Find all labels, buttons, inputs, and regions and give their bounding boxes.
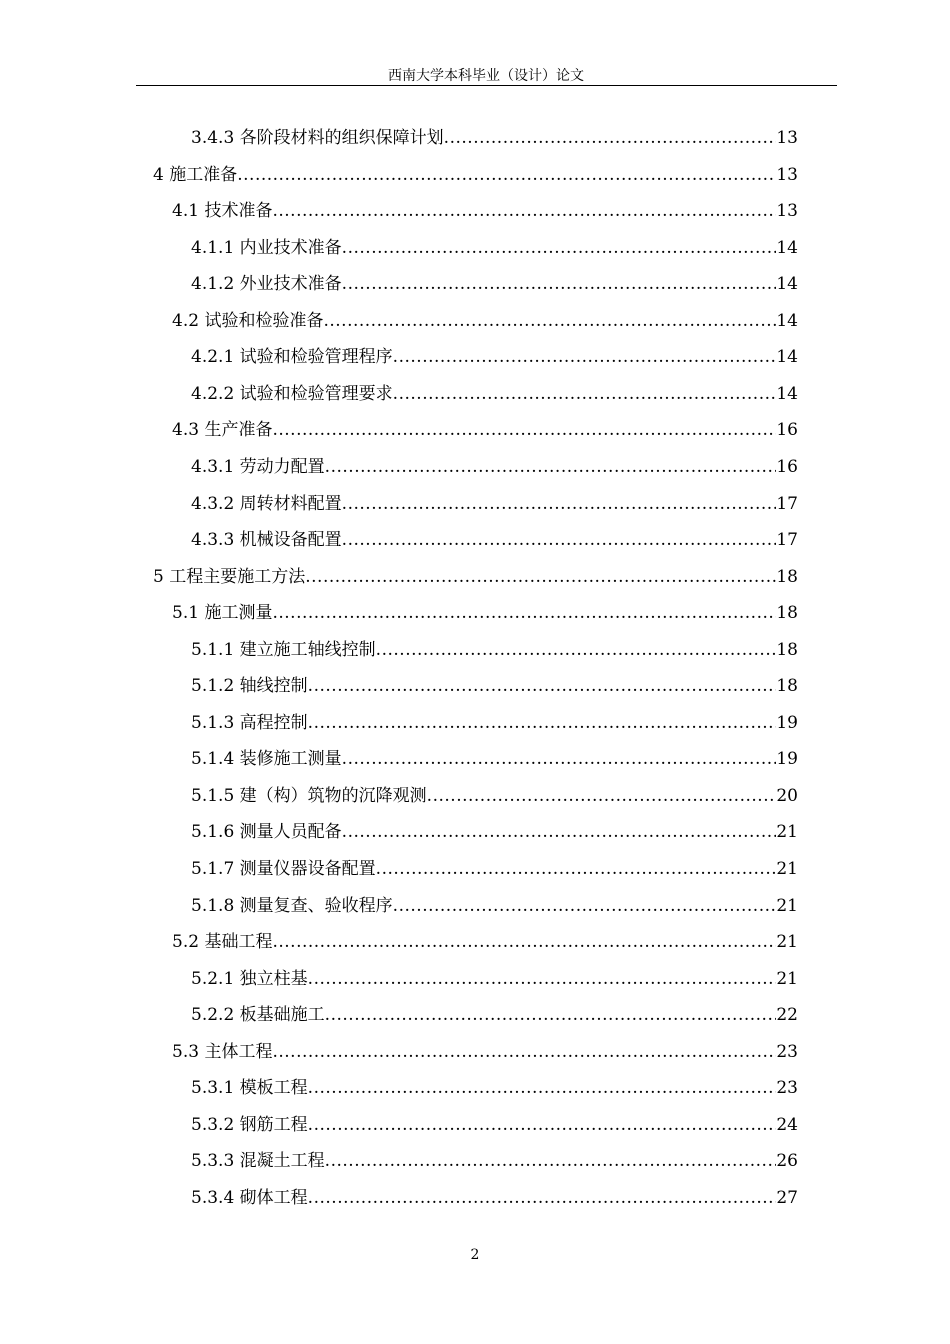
toc-entry[interactable]	[191, 632, 798, 668]
toc-entry-title: 5.2 基础工程	[172, 932, 273, 953]
toc-entry-title: 5.1.1 建立施工轴线控制	[191, 639, 376, 660]
toc-entry-page: 18	[776, 639, 798, 660]
toc-entry[interactable]	[172, 595, 798, 631]
toc-entry[interactable]	[191, 339, 798, 375]
toc-entry-title: 5.3.1 模板工程	[191, 1078, 308, 1099]
header-rule	[136, 85, 837, 86]
toc-entry-page: 19	[776, 712, 798, 733]
toc-entry[interactable]	[191, 1143, 798, 1179]
toc-entry-page: 14	[776, 274, 798, 295]
toc-entry[interactable]	[191, 522, 798, 558]
page-header: 西南大学本科毕业（设计）论文	[388, 68, 584, 84]
toc-entry-title: 5.1.8 测量复查、验收程序	[191, 895, 393, 916]
toc-entry[interactable]	[191, 814, 798, 850]
toc-entry-title: 4.2.1 试验和检验管理程序	[191, 347, 393, 368]
toc-leader-dots	[325, 449, 777, 485]
toc-leader-dots	[237, 157, 776, 193]
toc-leader-dots	[427, 778, 777, 814]
toc-entry[interactable]	[191, 486, 798, 522]
toc-leader-dots	[272, 412, 776, 448]
toc-entry-page: 14	[776, 383, 798, 404]
toc-entry-page: 13	[776, 128, 798, 148]
toc-entry-page: 21	[776, 822, 798, 843]
toc-leader-dots	[393, 376, 777, 412]
toc-entry[interactable]	[191, 1107, 798, 1143]
toc-leader-dots	[393, 339, 777, 375]
toc-entry-page: 13	[776, 164, 798, 185]
toc-entry-page: 27	[776, 1187, 798, 1208]
toc-leader-dots	[342, 230, 777, 266]
toc-entry-title: 5.2.1 独立柱基	[191, 968, 308, 989]
toc-entry[interactable]	[172, 1034, 798, 1070]
toc-leader-dots	[325, 997, 777, 1033]
toc-entry-title: 4.3.1 劳动力配置	[191, 456, 325, 477]
toc-leader-dots	[444, 120, 777, 156]
toc-leader-dots	[305, 559, 776, 595]
toc-entry[interactable]	[191, 668, 798, 704]
toc-entry[interactable]	[172, 924, 798, 960]
toc-entry-title: 3.4.3 各阶段材料的组织保障计划	[191, 128, 444, 148]
toc-leader-dots	[342, 814, 777, 850]
toc-leader-dots	[325, 1143, 777, 1179]
toc-leader-dots	[393, 888, 777, 924]
toc-entry[interactable]	[191, 230, 798, 266]
toc-entry[interactable]	[191, 1070, 798, 1106]
toc-entry[interactable]	[191, 741, 798, 777]
toc-entry-page: 22	[776, 1005, 798, 1026]
toc-leader-dots	[342, 741, 777, 777]
toc-leader-dots	[308, 961, 777, 997]
toc-leader-dots	[308, 1107, 777, 1143]
toc-entry-title: 4.2.2 试验和检验管理要求	[191, 383, 393, 404]
toc-entry-title: 5.3 主体工程	[172, 1041, 273, 1062]
toc-entry-page: 21	[776, 895, 798, 916]
toc-entry-title: 4.1 技术准备	[172, 201, 273, 222]
toc-leader-dots	[308, 705, 777, 741]
toc-entry[interactable]	[191, 120, 798, 156]
toc-entry-page: 17	[776, 493, 798, 514]
toc-entry-title: 5.3.3 混凝土工程	[191, 1151, 325, 1172]
toc-entry-page: 18	[776, 603, 798, 624]
toc-entry-title: 5.1.4 装修施工测量	[191, 749, 342, 770]
toc-entry-page: 20	[776, 785, 798, 806]
toc-entry-title: 4.1.1 内业技术准备	[191, 237, 342, 258]
toc-entry-page: 18	[776, 676, 798, 697]
toc-entry[interactable]	[191, 851, 798, 887]
page-number: 2	[470, 1247, 480, 1263]
toc-leader-dots	[272, 193, 776, 229]
toc-leader-dots	[323, 303, 776, 339]
toc-leader-dots	[342, 486, 777, 522]
toc-entry-title: 4.2 试验和检验准备	[172, 310, 324, 331]
toc-entry-page: 17	[776, 530, 798, 551]
toc-leader-dots	[376, 632, 777, 668]
toc-entry-title: 5 工程主要施工方法	[153, 566, 306, 587]
toc-entry[interactable]	[191, 376, 798, 412]
toc-entry-page: 21	[776, 932, 798, 953]
toc-entry-title: 5.1.5 建（构）筑物的沉降观测	[191, 785, 427, 806]
toc-entry[interactable]	[153, 157, 798, 193]
toc-entry[interactable]	[191, 1180, 798, 1216]
toc-entry[interactable]	[172, 412, 798, 448]
toc-entry-page: 21	[776, 859, 798, 879]
toc-leader-dots	[272, 1034, 776, 1070]
toc-entry-title: 5.1.3 高程控制	[191, 712, 308, 733]
toc-entry-page: 23	[776, 1041, 798, 1062]
toc-entry-page: 14	[776, 347, 798, 368]
toc-entry-title: 4.1.2 外业技术准备	[191, 274, 342, 295]
toc-entry[interactable]	[191, 449, 798, 485]
toc-entry-page: 13	[776, 201, 798, 222]
toc-leader-dots	[272, 595, 776, 631]
toc-entry-page: 16	[776, 420, 798, 441]
toc-leader-dots	[376, 851, 777, 887]
toc-leader-dots	[272, 924, 776, 960]
toc-entry-title: 5.1.7 测量仪器设备配置	[191, 859, 376, 879]
toc-entry[interactable]	[191, 888, 798, 924]
toc-entry-page: 21	[776, 968, 798, 989]
toc-entry-page: 23	[776, 1078, 798, 1099]
toc-entry-title: 5.2.2 板基础施工	[191, 1005, 325, 1026]
toc-entry-page: 26	[776, 1151, 798, 1172]
toc-entry-title: 4.3.2 周转材料配置	[191, 493, 342, 514]
toc-entry-title: 5.1 施工测量	[172, 603, 273, 624]
toc-entry[interactable]	[191, 266, 798, 302]
toc-entry-title: 5.1.6 测量人员配备	[191, 822, 342, 843]
toc-leader-dots	[342, 266, 777, 302]
toc-entry[interactable]	[191, 778, 798, 814]
toc-entry[interactable]	[191, 705, 798, 741]
toc-leader-dots	[308, 1180, 777, 1216]
toc-leader-dots	[308, 1070, 777, 1106]
toc-entry-title: 5.3.2 钢筋工程	[191, 1114, 308, 1135]
toc-entry-title: 5.3.4 砌体工程	[191, 1187, 308, 1208]
toc-entry[interactable]	[172, 303, 798, 339]
toc-entry-page: 16	[776, 456, 798, 477]
toc-entry-page: 24	[776, 1114, 798, 1135]
toc-entry-title: 4 施工准备	[153, 164, 238, 185]
toc-entry-page: 14	[776, 310, 798, 331]
toc-leader-dots	[308, 668, 777, 704]
toc-entry-title: 4.3 生产准备	[172, 420, 273, 441]
toc-entry-page: 19	[776, 749, 798, 770]
toc-entry[interactable]	[191, 997, 798, 1033]
toc-entry-page: 18	[776, 566, 798, 587]
toc-entry[interactable]	[172, 193, 798, 229]
toc-entry-title: 4.3.3 机械设备配置	[191, 530, 342, 551]
toc-leader-dots	[342, 522, 777, 558]
toc-entry-page: 14	[776, 237, 798, 258]
toc-entry[interactable]	[153, 559, 798, 595]
toc-entry[interactable]	[191, 961, 798, 997]
toc-entry-title: 5.1.2 轴线控制	[191, 676, 308, 697]
